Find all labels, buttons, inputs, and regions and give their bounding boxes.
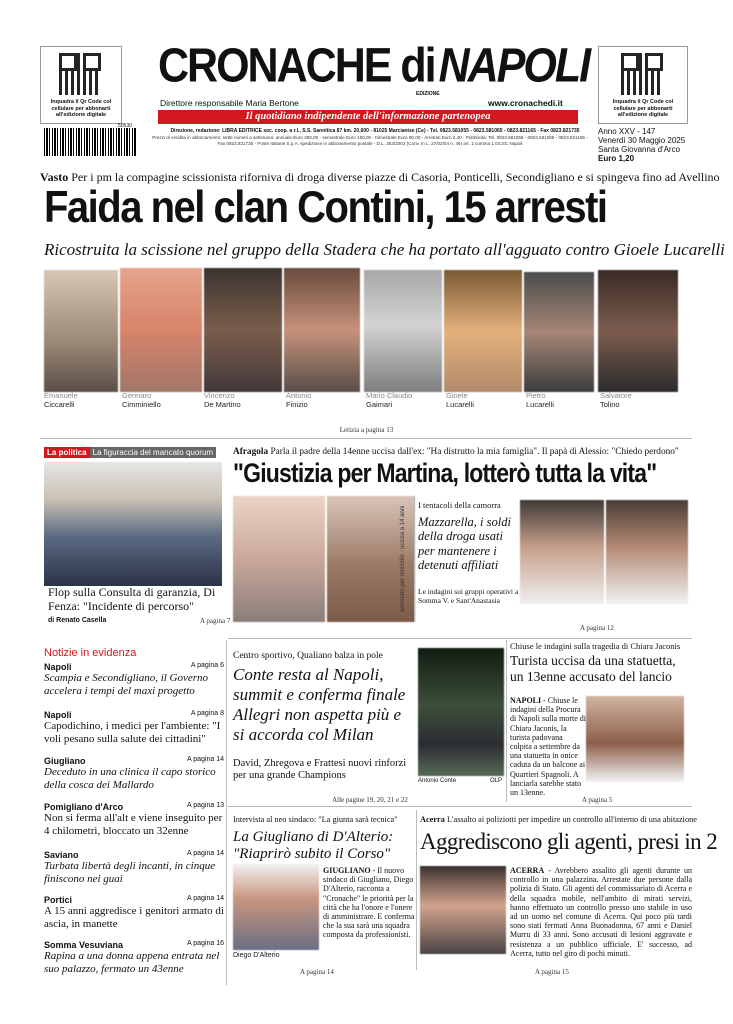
tragedy-headline[interactable]: Turista uccisa da una statuetta, un 13enne accusato del lancio bbox=[510, 653, 676, 684]
tragedy-body-lead: NAPOLI bbox=[510, 696, 542, 705]
acerra-body-text: - Avrebbero assalito gli agenti durante un controllo in una palazzina. Arrestate due persone dalla polizia di Stato. Gli agenti del commissariato di Acerra e della squadra mobile, nell'ambito di mirati servizi, hanno effettuato un controllo presso uno stabile in uso ad un uomo nel comune di Acerra. Qui poco più tardi sono stati fermati Anna Buonadonna, 67 anni e Daniel Murru di 33 anni. Sono accusati di lesioni aggravate e resistenza a un pubblico ufficiale. E' successo, ad Acerra, tutto nel giro di pochi minuti. bbox=[510, 866, 692, 958]
issue-info bbox=[598, 128, 690, 164]
masthead-title-b: NAPOLI bbox=[438, 39, 590, 93]
fineprint-subscriptions: Prezzi di vendita in abbonamento: sette numeri a settimana: annuale Euro 260,00 - semestrale Euro 150,00 - trimestrale Euro 90,00 - Arretrati Euro 2,40 - Pubblicità: Tel. 0823.581055 - 0823.581065 - 0823.821165 - Fax 0823.821735 - Poste Italiane S.p.A. spedizione in abbonamento postale - D.L. 353/2003 (Conv. in L. 27/02/04 n. 46) art. 1 comma 1 DCSC Napoli bbox=[152, 135, 588, 146]
suspect-photo bbox=[284, 268, 360, 392]
briefs-list bbox=[44, 662, 224, 985]
acerra-photo bbox=[420, 866, 506, 954]
politics-page-ref[interactable]: A pagina 7 bbox=[200, 617, 231, 625]
camorra-sub: Le indagini sui gruppi operativi a Somma V. e Sant'Anastasia bbox=[418, 587, 519, 605]
divider bbox=[228, 806, 692, 807]
giugliano-body-text: - Il nuovo sindaco di Giugliano, Diego D'Alterio, racconta a "Cronache" le priorità per la città che ha l'onore e l'onere di amministrare. E conferma che la sua sarà una squadra composta da professionisti. bbox=[323, 866, 415, 940]
politics-headline[interactable]: Flop sulla Consulta di garanzia, Di Fenza: "Incidente di percorso" bbox=[48, 585, 216, 613]
slogan-banner bbox=[158, 110, 578, 124]
tragedy-body-text: - Chiuse le indagini della Procura di Napoli sulla morte di Chiara Jaconis, la turista padovana colpita a settembre da una statuetta in onice caduta da un balcone ai Quartieri Spagnoli. A lanciarla sarebbe stato un 13enne. bbox=[510, 696, 586, 797]
barcode bbox=[44, 128, 136, 156]
tragedy-overline: Chiuse le indagini sulla tragedia di Chiara Jaconis bbox=[510, 641, 681, 651]
acerra-page-ref[interactable]: A pagina 15 bbox=[535, 968, 569, 976]
sport-page-ref[interactable]: Alle pagine 19, 20, 21 e 22 bbox=[332, 796, 408, 804]
masthead-title-a: CRONACHE di bbox=[158, 39, 435, 93]
acerra-body bbox=[510, 866, 692, 958]
suspect-caption: Mario Claudio Gaimari bbox=[366, 391, 413, 409]
column-divider bbox=[226, 640, 227, 985]
suspect-photo bbox=[364, 270, 442, 392]
sport-headline[interactable]: Conte resta al Napoli, summit e conferma finale Allegri non aspetta più e si accorda col Milan bbox=[233, 665, 406, 745]
conte-caption: Antonio Conte bbox=[418, 778, 457, 784]
giugliano-body-lead: GIUGLIANO bbox=[323, 866, 371, 875]
edition-label: EDIZIONE bbox=[416, 91, 440, 97]
list-item[interactable]: Portici A pagina 14 A 15 anni aggredisce i genitori armato di ascia, in manette bbox=[44, 895, 224, 930]
lead-headline[interactable]: Faida nel clan Contini, 15 arresti bbox=[44, 183, 607, 233]
camorra-headline[interactable]: Mazzarella, i soldi della droga usati per mantenere i detenuti affiliati bbox=[418, 515, 511, 573]
giugliano-page-ref[interactable]: A pagina 14 bbox=[300, 968, 334, 976]
briefs-title: Notizie in evidenza bbox=[44, 647, 137, 659]
afragola-page-ref[interactable]: A pagina 12 bbox=[580, 624, 614, 632]
sport-sub: David, Zhregova e Frattesi nuovi rinforzi per una grande Champions bbox=[233, 758, 407, 781]
qr-code-icon bbox=[621, 53, 663, 95]
politics-photo bbox=[44, 462, 222, 586]
divider bbox=[228, 638, 692, 639]
tragedy-body bbox=[510, 696, 586, 797]
director: Direttore responsabile Maria Bertone bbox=[160, 98, 299, 108]
qr-caption: Inquadra il Qr Code col cellulare per abbonarti all'edizione digitale bbox=[50, 99, 112, 119]
column-divider bbox=[506, 640, 507, 802]
jaconis-photo bbox=[586, 696, 684, 782]
suspect-photo bbox=[204, 268, 282, 392]
suspect-caption: Antonio Finizio bbox=[286, 391, 312, 409]
suspect-photo bbox=[120, 268, 202, 392]
lead-subhead: Ricostruita la scissione nel gruppo della Stadera che ha portato all'agguato contro Gioele Lucarelli bbox=[44, 240, 725, 259]
lead-page-ref[interactable]: Letizia a pagina 13 bbox=[339, 426, 394, 434]
conte-photo bbox=[418, 648, 504, 776]
column-divider bbox=[416, 810, 417, 970]
acerra-overline bbox=[420, 815, 697, 824]
list-item[interactable]: Napoli A pagina 6 Scampia e Secondigliano, il Governo accelera i tempi del maxi progetto bbox=[44, 662, 224, 697]
politics-tag bbox=[44, 447, 228, 459]
suspect-caption: Pietro Lucarelli bbox=[526, 391, 554, 409]
qr-caption: Inquadra il Qr Code col cellulare per abbonarti all'edizione digitale bbox=[612, 99, 674, 119]
afragola-overline bbox=[233, 447, 693, 457]
afragola-headline[interactable]: "Giustizia per Martina, lotterò tutta la vita" bbox=[233, 458, 657, 488]
giugliano-headline[interactable]: La Giugliano di D'Alterio: "Riaprirò subito il Corso" bbox=[233, 829, 394, 862]
saint-of-day: Santa Giovanna d'Arco bbox=[598, 144, 681, 154]
camorra-kicker: I tentacoli della camorra bbox=[418, 500, 501, 510]
suspect-photo bbox=[44, 270, 118, 392]
giugliano-body bbox=[323, 866, 415, 940]
acerra-overline-text: L'assalto ai poliziotti per impedire un controllo all'interno di una abitazione bbox=[446, 815, 697, 824]
politics-tag-sub: La figuraccia del mancato quorum bbox=[90, 447, 217, 458]
suspect-photo bbox=[444, 270, 522, 392]
camorra-photo bbox=[520, 500, 604, 604]
list-item[interactable]: Giugliano A pagina 14 Deceduto in una clinica il capo storico della cosca dei Mallardo bbox=[44, 756, 224, 791]
slogan-text: Il quotidiano indipendente dell'informazione partenopea bbox=[245, 111, 491, 122]
qr-code-icon bbox=[59, 53, 101, 95]
suspect-photo bbox=[524, 272, 594, 392]
suspect-caption: Vincenzo De Martino bbox=[204, 391, 241, 409]
suspect-photo bbox=[598, 270, 678, 392]
martina-photo bbox=[233, 496, 325, 622]
tragedy-page-ref[interactable]: A pagina 5 bbox=[582, 796, 613, 804]
list-item[interactable]: Pomigliano d'Arco A pagina 13 Non si ferma all'alt e viene inseguito per 4 chilometri, bloccato un 32enne bbox=[44, 802, 224, 837]
politics-tag-label: La politica bbox=[44, 447, 90, 458]
giugliano-overline: Intervista al neo sindaco: "La giunta sarà tecnica" bbox=[233, 815, 398, 824]
dalterio-photo bbox=[233, 864, 319, 950]
acerra-kicker: Acerra bbox=[420, 815, 445, 824]
afragola-side-caption: arrestato per omicidio · uccisa a 14 anni bbox=[400, 505, 406, 612]
website-link[interactable]: www.cronachedi.it bbox=[488, 98, 563, 108]
acerra-body-lead: ACERRA bbox=[510, 866, 545, 875]
politics-byline: di Renato Casella bbox=[48, 617, 107, 624]
camorra-photo bbox=[606, 500, 688, 604]
qr-code-right[interactable] bbox=[598, 46, 688, 124]
masthead-title bbox=[158, 39, 590, 98]
suspect-caption: Gioele Lucarelli bbox=[446, 391, 474, 409]
list-item[interactable]: Saviano A pagina 14 Turbata libertà degli incanti, in cinque finiscono nei guai bbox=[44, 850, 224, 885]
issue-date: Venerdì 30 Maggio 2025 bbox=[598, 135, 686, 145]
afragola-kicker: Afragola bbox=[233, 447, 269, 457]
divider bbox=[414, 496, 415, 622]
suspect-caption: Gennaro Cimminiello bbox=[122, 391, 161, 409]
afragola-overline-text: Parla il padre della 14enne uccisa dall'ex: "Ha distrutto la mia famiglia". Il papà di Alessio: "Chiedo perdono" bbox=[270, 447, 679, 457]
lead-overline-text: Per i pm la compagine scissionista riforniva di droga diverse piazze di Casoria, Ponticelli, Secondigliano e si spingeva fino ad Avellino bbox=[71, 170, 720, 184]
acerra-headline[interactable]: Aggrediscono gli agenti, presi in 2 bbox=[420, 829, 718, 854]
list-item[interactable]: Somma Vesuviana A pagina 16 Rapina a una donna appena entrata nel suo palazzo, fermato un 43enne bbox=[44, 940, 224, 975]
list-item[interactable]: Napoli A pagina 8 Capodichino, i medici per l'ambiente: "I voli pesano sulla salute dei cittadini" bbox=[44, 710, 224, 745]
dalterio-caption: Diego D'Alterio bbox=[233, 952, 280, 959]
divider bbox=[40, 438, 692, 439]
suspect-caption: Emanuele Ciccarelli bbox=[44, 391, 78, 409]
suspect-caption: Salvatore Tolino bbox=[600, 391, 632, 409]
qr-code-left[interactable] bbox=[40, 46, 122, 124]
barcode-number: 50530 bbox=[118, 123, 132, 129]
issue-number: Anno XXV - 147 bbox=[598, 127, 656, 136]
fineprint-address: Direzione, redazione: LIBRA EDITRICE soc. coop. a r.l., S.S. Sannitica 87 km. 20,600 - 81025 Marcianise (Ce) - Tel. 0823.581055 - 0823.581065 - 0823.821165 - Fax 0823.821735 bbox=[170, 128, 580, 134]
lead-kicker: Vasto bbox=[40, 170, 69, 184]
price: Euro 1,20 bbox=[598, 153, 635, 163]
sport-overline: Centro sportivo, Qualiano balza in pole bbox=[233, 651, 383, 661]
conte-credit: OLP bbox=[490, 778, 503, 784]
